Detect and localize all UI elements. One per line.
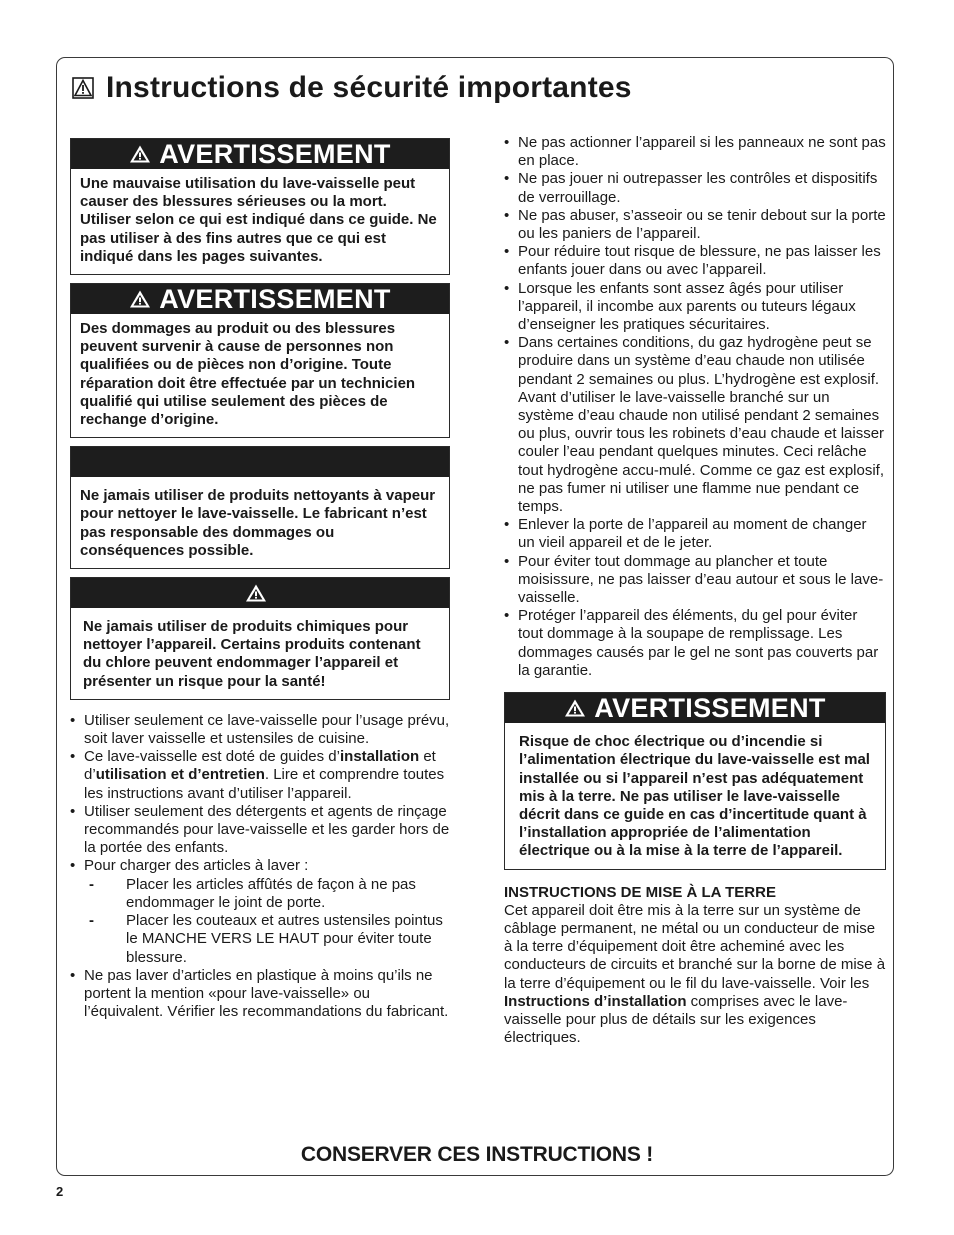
caution-header: [71, 578, 449, 608]
warning-header: [505, 693, 885, 723]
warning-triangle-icon: [129, 144, 151, 164]
list-item: • Ne pas abuser, s’asseoir ou se tenir debout sur la porte ou les paniers de l’appareil.: [518, 207, 886, 243]
warning-box-electrical: [504, 692, 886, 869]
caution-box-chemicals: [70, 577, 450, 700]
list-item: • Ne pas jouer ni outrepasser les contrôles et dispositifs de verrouillage.: [518, 170, 886, 206]
warning-text: Des dommages au produit ou des blessures peuvent survenir à cause de personnes non qualifiées ou de pièces non d’origine. Toute réparation doit être effectuée par un technicien qualifié qui utilise seulement des pièces de rechange d’origine.: [80, 320, 416, 429]
text-run: comprises avec le lave-vaisselle pour plus de détails sur les exigences électriques.: [504, 992, 848, 1047]
warning-text: Risque de choc électrique ou d’incendie si l’alimentation électrique du lave-vaisselle est mal installée ou si l’appareil n’est pas adéquatement mis à la terre. Ne pas utiliser le lave-vaisselle décrit dans ce guide en cas d’incertitude quant à l’installation appropriée de l’alimentation électrique ou à la mise à la terre de l’appareil.: [519, 733, 870, 860]
page-title: [72, 68, 632, 108]
list-item: • Lorsque les enfants sont assez âgés pour utiliser l’appareil, il incombe aux parents ou tuteurs légaux d’enseigner les pratiques sécuritaires.: [518, 280, 886, 335]
warning-header: [71, 284, 449, 314]
list-item: • Utiliser seulement des détergents et agents de rinçage recommandés pour lave-vaisselle et les garder hors de la portée des enfants.: [84, 803, 450, 858]
grounding-heading: INSTRUCTIONS DE MISE À LA TERRE: [504, 883, 776, 901]
warning-box-misuse: [70, 138, 450, 275]
warning-triangle-icon: [245, 583, 267, 603]
list-item: • Pour réduire tout risque de blessure, ne pas laisser les enfants jouer dans ou avec l’appareil.: [518, 243, 886, 279]
warning-label: AVERTISSEMENT: [594, 693, 826, 724]
keep-instructions: CONSERVER CES INSTRUCTIONS !: [300, 1143, 654, 1166]
text-run: et d’: [84, 748, 436, 784]
list-item: [84, 748, 450, 803]
notice-text: Ne jamais utiliser de produits nettoyants à vapeur pour nettoyer le lave-vaisselle. Le fabricant n’est pas responsable des dommages ou conséquences possible.: [80, 487, 436, 559]
bold-run: utilisation et d’entretien: [95, 766, 265, 784]
page-heading: Instructions de sécurité importantes: [106, 71, 632, 104]
list-item: - Placer les couteaux et autres ustensiles pointus le MANCHE VERS LE HAUT pour éviter toute blessure.: [126, 912, 450, 967]
warning-header: [71, 139, 449, 169]
warning-label: AVERTISSEMENT: [159, 284, 391, 315]
text-run: . Lire et comprendre toutes les instructions avant d’utiliser l’appareil.: [84, 766, 445, 802]
warning-triangle-icon: [564, 698, 586, 718]
page-number: 2: [56, 1184, 64, 1199]
list-item: • Utiliser seulement ce lave-vaisselle pour l’usage prévu, soit laver vaisselle et ustensiles de cuisine.: [84, 712, 450, 748]
safety-bullets-left: [70, 712, 450, 1021]
text-run: Pour charger des articles à laver :: [84, 857, 309, 875]
notice-box-steam: [70, 446, 450, 569]
warning-box-repairs: [70, 283, 450, 438]
left-column: [70, 138, 450, 1021]
safety-bullets-right: [504, 134, 886, 680]
list-item: • Ne pas actionner l’appareil si les panneaux ne sont pas en place.: [518, 134, 886, 170]
list-item: • Enlever la porte de l’appareil au moment de changer un vieil appareil et de le jeter.: [518, 516, 886, 552]
grounding-text: [504, 902, 886, 1048]
list-item: - Placer les articles affûtés de façon à ne pas endommager le joint de porte.: [126, 876, 450, 912]
warning-text: Une mauvaise utilisation du lave-vaisselle peut causer des blessures sérieuses ou la mort. Utiliser selon ce qui est indiqué dans ce guide. Ne pas utiliser à des fins autres que ce qui est indiqué dans les pages suivantes.: [80, 175, 437, 265]
list-item: [84, 857, 450, 966]
notice-header: [71, 447, 449, 477]
warning-triangle-icon: [72, 77, 94, 99]
bold-run: Instructions d’installation: [504, 992, 687, 1010]
warning-triangle-icon: [129, 289, 151, 309]
list-item: • Dans certaines conditions, du gaz hydrogène peut se produire dans un système d’eau chaude non utilisée pendant 2 semaines ou plus. L’hydrogène est explosif. Avant d’utiliser le lave-vaisselle branché sur un système d’eau chaude non utilisé pendant 2 semaines ou plus, ouvrir tous les robinets d’eau chaude et laisser couler l’eau pendant quelques minutes. Ceci relâche tout hydrogène accu-mulé. Comme ce gaz est explosif, ne pas fumer ni utiliser une flamme nue pendant ce temps.: [518, 334, 886, 516]
list-item: • Pour éviter tout dommage au plancher et toute moisissure, ne pas laisser d’eau autour et sous le lave-vaisselle.: [518, 553, 886, 608]
caution-text: Ne jamais utiliser de produits chimiques pour nettoyer l’appareil. Certains produits contenant du chlore peuvent endommager l’appareil et présenter un risque pour la santé!: [83, 618, 421, 690]
text-run: Ce lave-vaisselle est doté de guides d’: [84, 748, 340, 766]
loading-sublist: [84, 876, 450, 967]
list-item: • Ne pas laver d’articles en plastique à moins qu’ils ne portent la mention «pour lave-vaisselle» ou l’équivalent. Vérifier les recommandations du fabricant.: [84, 967, 450, 1022]
text-run: Cet appareil doit être mis à la terre sur un système de câblage permanent, ne métal ou un conducteur de mise à la terre d’équipement doit être acheminé avec les conducteurs de circuits et branché sur la borne de mise à la terre d’équipement ou le fil du lave-vaisselle. Voir les: [504, 901, 886, 992]
list-item: • Protéger l’appareil des éléments, du gel pour éviter tout dommage à la soupape de remplissage. Les dommages causés par le gel ne sont pas couverts par la garantie.: [518, 607, 886, 680]
bold-run: installation: [339, 748, 420, 766]
right-column: [504, 134, 886, 1047]
warning-label: AVERTISSEMENT: [159, 139, 391, 169]
